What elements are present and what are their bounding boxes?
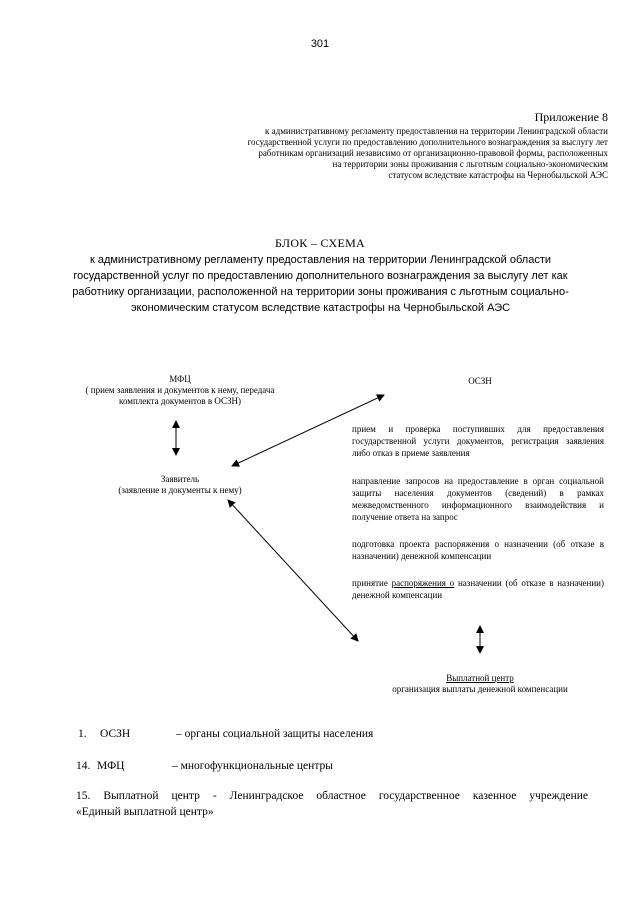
legend-line-3-continued: «Единый выплатной центр» — [76, 806, 214, 818]
mfc-line-2: комплекта документов в ОСЗН) — [119, 396, 241, 406]
legend-line-3: 15. Выплатной центр - Ленинградское областное государственное казенное учреждение — [76, 790, 588, 802]
payment-center-line: организация выплаты денежной компенсации — [392, 684, 568, 694]
applicant-block — [70, 474, 290, 496]
page-number: 301 — [310, 38, 330, 50]
applicant-title: Заявитель — [160, 474, 200, 484]
process-step-2: направление запросов на предоставление в орган социальной защиты населения документов (сведений) в рамках межведомственного информационного взаимодействия и получение ответа на запрос — [352, 476, 604, 522]
appendix-line-1: к административному регламенту предоставления на территории Ленинградской области — [265, 126, 608, 136]
scheme-subtitle-line-1: к административному регламенту предоставления на территории Ленинградской области — [89, 254, 552, 266]
mfc-line-1: ( прием заявления и документов к нему, передача — [85, 385, 275, 395]
payment-center-title: Выплатной центр — [446, 673, 514, 683]
legend-term-2: МФЦ — [97, 760, 125, 772]
mfc-block — [50, 374, 310, 407]
legend-definition-2: – многофункциональные центры — [172, 760, 333, 772]
scheme-subtitle-line-3: работнику организации, расположенной на территории зоны проживания с льготным социально- — [72, 286, 569, 298]
scheme-title: БЛОК – СХЕМА — [274, 236, 366, 250]
appendix-line-5: статусом вследствие катастрофы на Чернобыльской АЭС — [388, 170, 608, 180]
process-step-4 — [352, 577, 604, 601]
mfc-title: МФЦ — [169, 374, 191, 384]
scheme-subtitle-line-2: государственной услуг по предоставлению дополнительного вознаграждения за выслугу лет как — [73, 270, 568, 282]
appendix-line-3: работникам организаций независимо от организационно-правовой формы, расположенных — [258, 148, 608, 158]
decision-prefix: принятие — [352, 578, 392, 588]
oszn-title: ОСЗН — [468, 376, 492, 386]
scheme-subtitle-line-4: экономическим статусом вследствие катастрофы на Чернобыльской АЭС — [130, 302, 511, 314]
process-step-3: подготовка проекта распоряжения о назначении (об отказе в назначении) денежной компенсации — [352, 539, 604, 561]
legend-definition-1: – органы социальной защиты населения — [176, 728, 374, 740]
applicant-line: (заявление и документы к нему) — [118, 485, 242, 495]
appendix-title: Приложение 8 — [534, 110, 608, 124]
legend-num-1: 1. — [78, 728, 87, 740]
legend-term-1: ОСЗН — [100, 728, 131, 740]
payment-center-block — [340, 673, 620, 695]
appendix-line-2: государственной услуги по предоставлению дополнительного вознаграждения за выслугу лет — [247, 137, 608, 147]
decision-suffix: назначении (об отказе в назначении) денежной компенсации — [352, 578, 604, 600]
process-step-1: прием и проверка поступивших для предоставления государственной услуги документов, регистрация заявления либо отказ в приеме заявления — [352, 424, 604, 458]
appendix-line-4: на территории зоны проживания с льготным социально-экономическим — [332, 159, 608, 169]
arrow-applicant-payment — [228, 500, 358, 641]
decision-underlined: распоряжения о — [391, 578, 455, 588]
legend-num-2: 14. — [76, 760, 91, 772]
